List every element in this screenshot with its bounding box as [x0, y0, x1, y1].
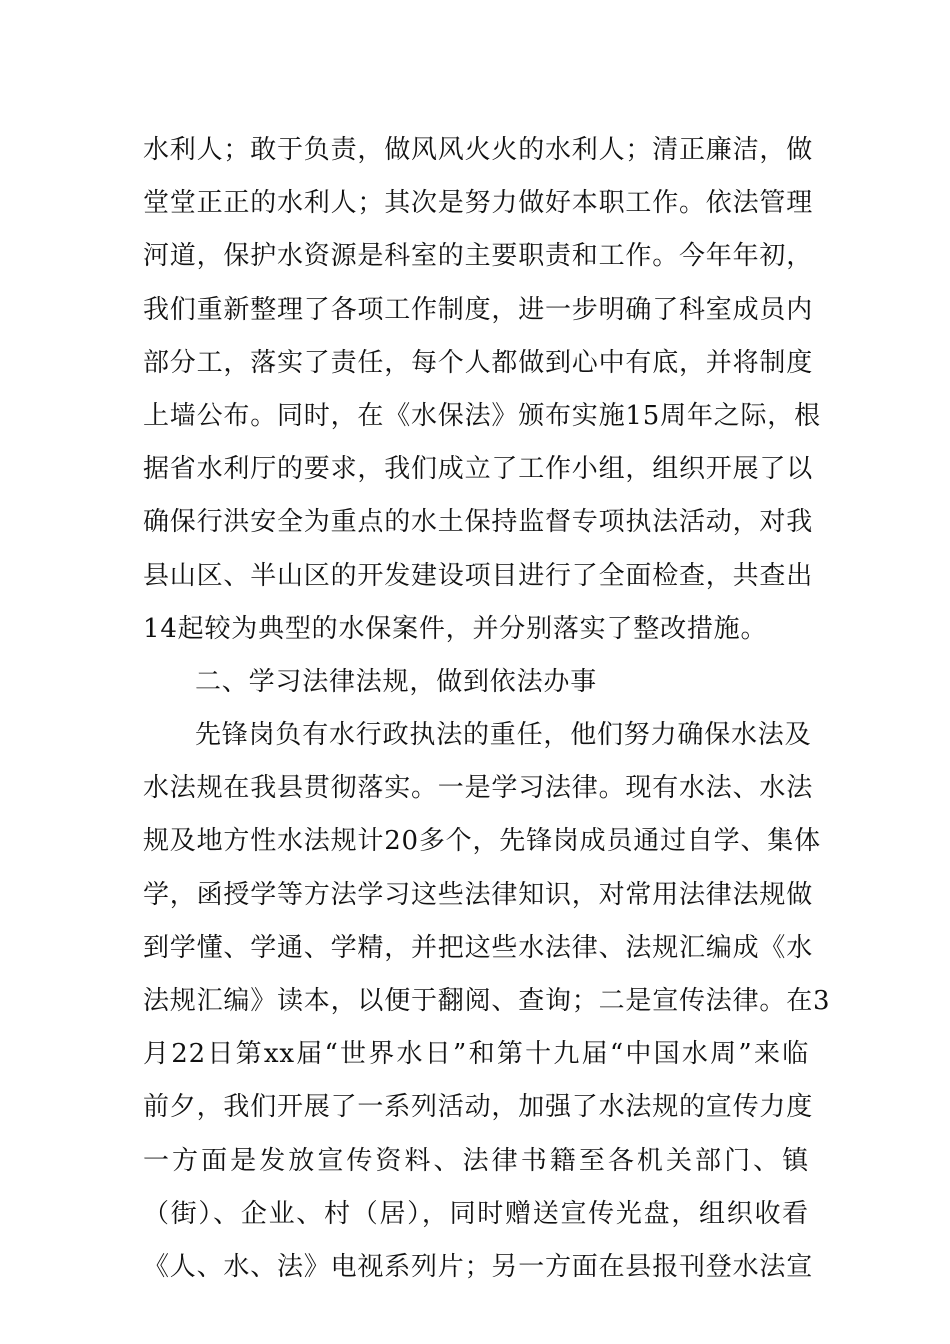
text-line-6: 上墙公布。同时，在《水保法》颁布实施15周年之际，根 [143, 400, 821, 431]
text-line-7: 据省水利厅的要求，我们成立了工作小组，组织开展了以 [143, 454, 814, 485]
text-line-21: （街）、企业、村（居），同时赠送宣传光盘，组织收看 [143, 1198, 809, 1229]
text-line-17: 法规汇编》读本，以便于翻阅、查询；二是宣传法律。在3 [143, 986, 831, 1016]
text-line-20: 一方面是发放宣传资料、法律书籍至各机关部门、镇 [143, 1145, 809, 1176]
text-line-8: 确保行洪安全为重点的水土保持监督专项执法活动，对我 [143, 507, 814, 538]
text-line-5: 部分工，落实了责任，每个人都做到心中有底，并将制度 [143, 347, 814, 378]
text-line-18: 月22日第xx届“世界水日”和第十九届“中国水周”来临 [143, 1039, 809, 1070]
text-line-10: 14起较为典型的水保案件，并分别落实了整改措施。 [143, 613, 768, 644]
text-line-19: 前夕，我们开展了一系列活动，加强了水法规的宣传力度 [143, 1092, 814, 1123]
text-line-14: 规及地方性水法规计20多个，先锋岗成员通过自学、集体 [143, 826, 821, 857]
text-line-16: 到学懂、学通、学精，并把这些水法律、法规汇编成《水 [143, 932, 814, 963]
text-line-13: 水法规在我县贯彻落实。一是学习法律。现有水法、水法 [143, 773, 814, 804]
section-heading: 二、学习法律法规，做到依法办事 [195, 666, 598, 697]
text-line-1: 水利人；敢于负责，做风风火火的水利人；清正廉洁，做 [143, 135, 814, 165]
text-line-3: 河道，保护水资源是科室的主要职责和工作。今年年初， [143, 241, 814, 272]
text-line-15: 学，函授学等方法学习这些法律知识，对常用法律法规做 [143, 879, 814, 910]
text-line-2: 堂堂正正的水利人；其次是努力做好本职工作。依法管理 [143, 188, 814, 219]
text-line-22: 《人、水、法》电视系列片；另一方面在县报刊登水法宣 [143, 1251, 814, 1282]
document-body [143, 124, 831, 1294]
text-line-12: 先锋岗负有水行政执法的重任，他们努力确保水法及 [195, 720, 812, 751]
text-line-9: 县山区、半山区的开发建设项目进行了全面检查，共查出 [143, 560, 814, 591]
text-line-4: 我们重新整理了各项工作制度，进一步明确了科室成员内 [143, 294, 814, 325]
